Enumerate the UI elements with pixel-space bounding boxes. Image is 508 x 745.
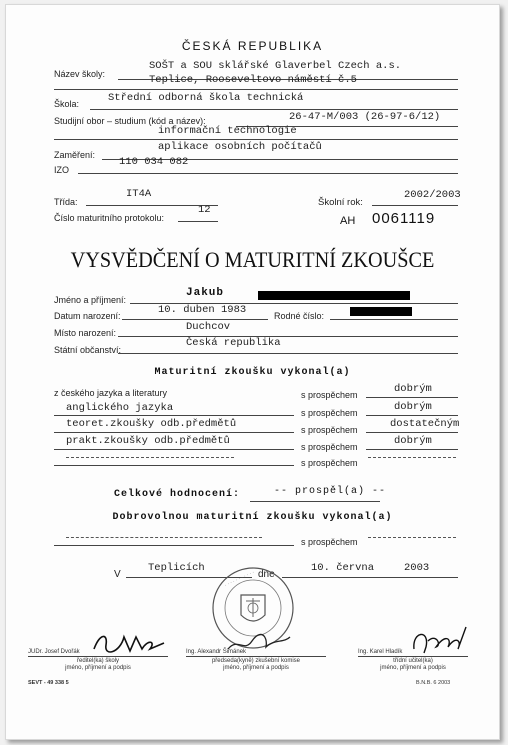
class-value: IT4A — [126, 188, 152, 200]
school-name-line2: Teplice, Rooseveltovo náměstí č.5 — [149, 74, 357, 86]
signature-director-caption: jméno, příjmení a podpis — [65, 665, 131, 671]
voluntary-sp-label: s prospěchem — [301, 537, 358, 547]
serial-number: 0061119 — [372, 210, 436, 227]
field-underline-2 — [54, 139, 458, 140]
signature-teacher-line — [358, 656, 468, 657]
voluntary-subject-underline — [54, 545, 294, 546]
protocol-label: Číslo maturitního protokolu: — [54, 213, 165, 223]
exam-row-5-subject-dash — [66, 457, 234, 458]
izo-underline — [78, 173, 458, 174]
exam-row-3-grade-underline — [366, 432, 458, 433]
signature-chair-name: Ing. Alexandr Šimánek — [186, 649, 247, 655]
exam-row-4-sp-label: s prospěchem — [301, 442, 358, 452]
citizen-value: Česká republika — [186, 337, 281, 349]
date-dne-label: dne — [258, 569, 275, 580]
exam-row-5-sp-label: s prospěchem — [301, 458, 358, 468]
signature-chair-caption: jméno, příjmení a podpis — [223, 665, 289, 671]
place-v-label: V — [114, 569, 121, 580]
exam-row-3-subject: teoret.zkoušky odb.předmětů — [66, 418, 237, 430]
date-underline — [282, 577, 458, 578]
exam-row-5-subject-underline — [54, 465, 294, 466]
focus-value: aplikace osobních počítačů — [158, 141, 322, 153]
exam-row-1-grade-underline — [366, 397, 458, 398]
izo-value: 110 034 082 — [119, 156, 189, 168]
citizen-label: Státní občanství: — [54, 345, 122, 355]
exam-row-3-sp-label: s prospěchem — [301, 425, 358, 435]
focus-label: Zaměření: — [54, 150, 96, 160]
field-code: 26-47-M/003 (26-97-6/12) — [289, 111, 441, 123]
place-city: Teplicích — [148, 562, 205, 574]
protocol-underline — [178, 221, 218, 222]
country-heading: ČESKÁ REPUBLIKA — [181, 39, 324, 53]
school-name-underline-2 — [54, 89, 458, 90]
exam-row-2-subject-underline — [54, 415, 294, 416]
field-label: Studijní obor – studium (kód a název): — [54, 116, 206, 126]
school-type-label: Škola: — [54, 99, 80, 109]
voluntary-subject-dash — [66, 537, 262, 538]
footer-right-code: B.N.B. 6 2003 — [416, 680, 451, 686]
date-value: 10. června — [311, 562, 375, 574]
overall-label: Celkové hodnocení: — [114, 489, 241, 500]
field-name: informační technologie — [158, 125, 297, 137]
school-type-underline — [90, 109, 458, 110]
signature-director-line — [28, 656, 168, 657]
school-name-line1: SOŠT a SOU sklářské Glaverbel Czech a.s. — [149, 60, 402, 72]
exam-row-2-sp-label: s prospěchem — [301, 408, 358, 418]
place-label: Místo narození: — [54, 328, 117, 338]
signature-chair-line — [186, 656, 326, 657]
overall-underline — [250, 501, 380, 502]
signature-director-role: ředitel(ka) školy — [76, 658, 119, 664]
id-underline — [330, 319, 458, 320]
exam-row-3-subject-underline — [54, 432, 294, 433]
exam-row-4-grade: dobrým — [394, 435, 432, 447]
place-value: Duchcov — [186, 321, 231, 333]
year-label: Školní rok: — [318, 197, 363, 208]
exam-row-3-grade: dostatečným — [390, 418, 460, 430]
birth-label: Datum narození: — [54, 311, 121, 321]
name-redaction — [258, 291, 410, 300]
footer-left-code: SEVT - 49 338 5 — [28, 680, 69, 686]
exam-row-1-grade: dobrým — [394, 383, 432, 395]
name-label: Jméno a příjmení: — [54, 295, 127, 305]
year-underline — [372, 205, 458, 206]
exam-row-1-label: z českého jazyka a literatury — [54, 388, 168, 398]
signature-teacher-name: Ing. Karel Hladík — [358, 649, 403, 655]
birth-value: 10. duben 1983 — [158, 304, 247, 316]
exam-row-1-sp-label: s prospěchem — [301, 390, 358, 400]
name-value: Jakub — [186, 287, 225, 299]
signature-teacher-caption: jméno, příjmení a podpis — [380, 665, 446, 671]
exam-row-2-grade: dobrým — [394, 401, 432, 413]
signature-teacher-role: třídní učitel(ka) — [393, 658, 433, 664]
id-redaction — [350, 307, 412, 316]
citizen-underline — [118, 353, 458, 354]
exam-row-5-grade-dash — [368, 457, 456, 458]
exam-heading: Maturitní zkoušku vykonal(a) — [154, 367, 351, 378]
protocol-value: 12 — [198, 204, 211, 216]
svg-text:· · · · · · · · · · ·: · · · · · · · · · · · — [223, 569, 256, 589]
exam-row-4-subject-underline — [54, 449, 294, 450]
school-type-value: Střední odborná škola technická — [108, 92, 304, 104]
class-label: Třída: — [54, 197, 78, 207]
izo-label: IZO — [54, 165, 69, 175]
school-name-label: Název školy: — [54, 69, 106, 79]
place-underline — [118, 336, 458, 337]
document-title: VYSVĚDČENÍ O MATURITNÍ ZKOUŠCE — [70, 247, 435, 272]
exam-row-2-grade-underline — [366, 415, 458, 416]
id-label: Rodné číslo: — [274, 311, 325, 321]
voluntary-heading: Dobrovolnou maturitní zkoušku vykonal(a) — [112, 512, 393, 523]
overall-value: -- prospěl(a) -- — [274, 486, 387, 497]
year-value: 2002/2003 — [404, 189, 461, 201]
certificate-sheet — [5, 4, 500, 740]
exam-row-4-grade-underline — [366, 449, 458, 450]
exam-row-4-subject: prakt.zkoušky odb.předmětů — [66, 435, 230, 447]
date-year: 2003 — [404, 562, 430, 574]
birth-underline — [122, 319, 268, 320]
signature-chair-role: předseda(kyně) zkušební komise — [211, 658, 301, 664]
signature-director-name: JUDr. Josef Dvořák — [28, 649, 80, 655]
serial-prefix: AH — [340, 215, 356, 227]
voluntary-grade-dash — [368, 537, 456, 538]
exam-row-2-subject: anglického jazyka — [66, 402, 174, 414]
